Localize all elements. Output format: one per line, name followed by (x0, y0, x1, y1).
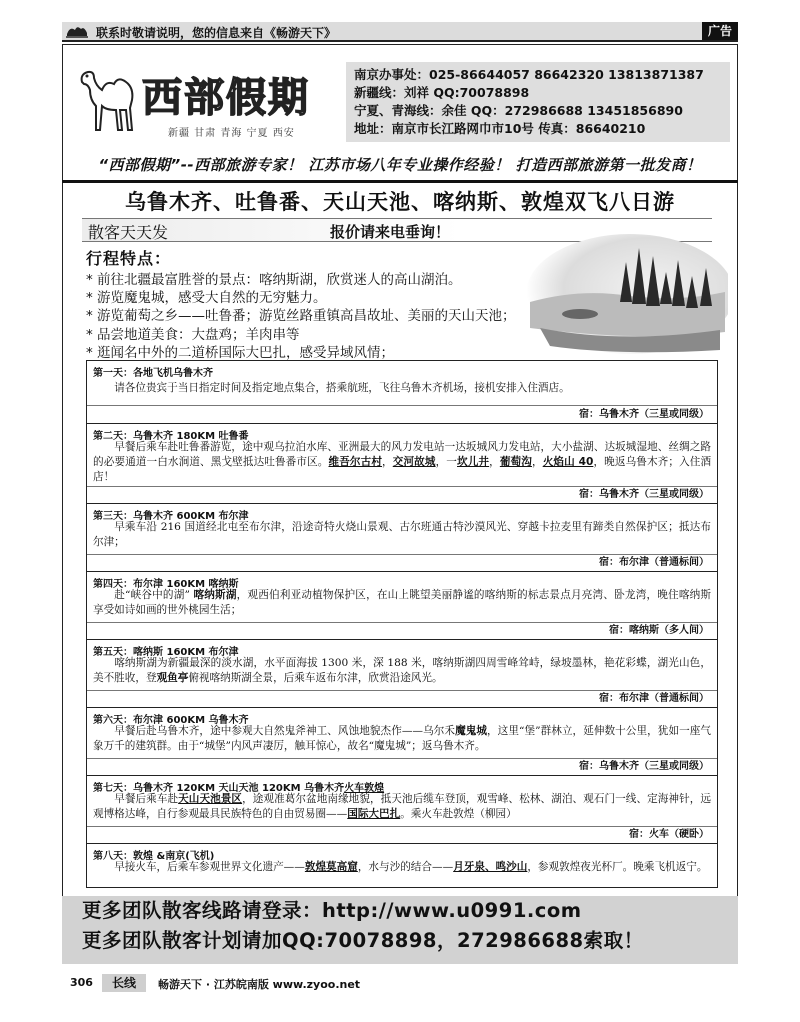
day-3 (87, 503, 717, 571)
day-heading: 第二天：乌鲁木齐 180KM 吐鲁番 (93, 431, 249, 442)
separator: ， (382, 456, 393, 468)
description-text: ，途观准葛尔盆地南缘地貌，抵天池后缆车登顶，观雪峰、松林、湖泊、观石门一线、定海神针，远观博格达峰，自行参观最具民族特色的自由贸易圈—— (93, 793, 712, 820)
description-text: ，水与沙的结合—— (357, 861, 454, 873)
separator: ， (489, 456, 500, 468)
publication-info: 畅游天下 · 江苏皖南版 www.zyoo.net (158, 978, 361, 991)
promo-qq: 更多团队散客计划请加QQ:70078898，272986688索取！ (82, 929, 644, 952)
source-notice: 联系时敬请说明，您的信息来自《畅游天下》 (96, 26, 337, 40)
top-bar (62, 22, 738, 42)
highlight-karez: 坎儿井 (457, 456, 490, 468)
day-heading: 第八天：敦煌 &南京(飞机) (93, 851, 215, 862)
feature-item: * 游览葡萄之乡——吐鲁番；游览丝路重镇高昌故址、美丽的天山天池； (86, 308, 516, 325)
day-5 (87, 639, 717, 707)
day-accommodation: 宿：乌鲁木齐（三星或同级） (579, 489, 709, 500)
contact-line-address: 地址：南京市长江路网巾市10号 传真：86640210 (354, 121, 646, 136)
day-description (87, 792, 717, 822)
landscape-photo (520, 232, 728, 356)
separator: ，一 (435, 456, 457, 468)
contact-line-ningxia: 宁夏、青海线：余佳 QQ：272986688 13451856890 (354, 103, 683, 118)
description-text: 喀纳斯湖为新疆最深的淡水湖，水平面海拔 1300 米，深 188 米，喀纳斯湖四周雪峰耸峙，绿坡墨林，艳花彩蝶，湖光山色，美不胜收，登 (93, 657, 711, 684)
day-accommodation: 宿：乌鲁木齐（三星或同级） (579, 761, 709, 772)
day-accommodation: 宿：布尔津（普通标间） (599, 693, 709, 704)
features-title: 行程特点： (86, 249, 172, 268)
features-section (86, 246, 546, 362)
day-2 (87, 423, 717, 503)
day-description (87, 724, 717, 754)
tour-title: 乌鲁木齐、吐鲁番、天山天池、喀纳斯、敦煌双飞八日游 (125, 190, 675, 214)
section-badge: 长线 (102, 974, 146, 992)
feature-item: * 品尝地道美食：大盘鸡；羊肉串等 (86, 326, 300, 343)
day-heading: 第五天：喀纳斯 160KM 布尔津 (93, 647, 239, 658)
highlight-tianchi: 天山天池景区 (178, 793, 243, 805)
day-heading-highlight: 火车敦煌 (344, 783, 385, 794)
highlight-crescent-lake: 月牙泉、鸣沙山 (453, 861, 528, 873)
description-text: ，晚返乌鲁木齐；入住酒店！ (93, 456, 712, 483)
contact-line-xinjiang: 新疆线：刘祥 QQ:70078898 (354, 85, 530, 100)
day-accommodation: 宿：火车（硬卧） (629, 829, 709, 840)
itinerary-table (86, 360, 718, 888)
day-heading (87, 776, 717, 792)
day-4 (87, 571, 717, 639)
description-text: ，这里“堡”群林立，延伸数十公里，犹如一座气象万千的建筑群。由于“城堡”内风声凄厉，触耳惊心，故名“魔鬼城”；返乌鲁木齐。 (93, 725, 712, 752)
highlight-mogao-caves: 敦煌莫高窟 (304, 861, 358, 873)
magazine-logo-icon (64, 23, 90, 39)
page-footer (62, 974, 738, 994)
day-description (87, 588, 717, 618)
highlight-uyghur-village: 维吾尔古村 (328, 456, 383, 468)
feature-item: * 前往北疆最富胜誉的景点：喀纳斯湖，欣赏迷人的高山湖泊。 (86, 272, 462, 288)
day-8 (87, 843, 717, 888)
feature-item: * 游览魔鬼城，感受大自然的无穷魅力。 (86, 290, 327, 307)
day-accommodation: 宿：乌鲁木齐（三星或同级） (579, 409, 709, 420)
highlight-grand-bazaar: 国际大巴扎 (347, 808, 401, 820)
highlight-flaming-mountains: 火焰山 40 (542, 456, 594, 468)
promo-website[interactable]: 更多团队散客线路请登录：http://www.u0991.com (82, 899, 582, 922)
day-1 (87, 361, 717, 423)
description-text: 早餐后赴乌鲁木齐，途中参观大自然鬼斧神工、风蚀地貌杰作——乌尔禾 (114, 725, 456, 737)
description-text: 早接火车，后乘车参观世界文化遗产—— (114, 861, 305, 873)
brand-name: 西部假期 (142, 74, 310, 121)
description-text: ，参观敦煌夜光杯厂。晚乘飞机返宁。 (527, 861, 708, 873)
header (70, 50, 730, 150)
day-accommodation: 宿：布尔津（普通标间） (599, 557, 709, 568)
divider (62, 180, 738, 183)
feature-item: * 逛闻名中外的二道桥国际大巴扎，感受异域风情； (86, 344, 395, 361)
day-heading: 第一天：各地飞机乌鲁木齐 (93, 368, 213, 379)
highlight-jiaohe-ruins: 交河故城 (392, 456, 436, 468)
highlight-fish-pavilion: 观鱼亭 (156, 672, 189, 684)
description-text: 早餐后乘车赴 (114, 793, 179, 805)
day-description (87, 860, 717, 875)
separator: ， (531, 456, 543, 468)
day-accommodation: 宿：喀纳斯（多人间） (609, 625, 709, 636)
contact-box (346, 62, 730, 142)
promo-banner (62, 896, 738, 964)
slogan: “西部假期”--西部旅游专家！ 江苏市场八年专业操作经验！ 打造西部旅游第一批发商！ (98, 156, 702, 174)
description-text: ，观西伯利亚动植物保护区，在山上眺望美丽静谧的喀纳斯的标志景点月亮湾、卧龙湾，晚住喀纳斯享受如诗如画的世外桃园生活； (93, 589, 712, 616)
description-text: 赴“峡谷中的湖” (114, 589, 194, 601)
highlight-kanas-lake: 喀纳斯湖 (193, 589, 237, 601)
contact-line-office: 南京办事处：025-86644057 86642320 13813871387 (354, 67, 704, 82)
page-number: 306 (70, 976, 93, 989)
departure-text: 散客天天发 (88, 223, 169, 242)
day-heading: 第三天：乌鲁木齐 600KM 布尔津 (93, 511, 249, 522)
stay-divider (87, 826, 717, 827)
day-heading: 第六天：布尔津 600KM 乌鲁木齐 (93, 715, 249, 726)
day-description: 早乘车沿 216 国道经北屯至布尔津，沿途奇特火烧山景观、古尔班通古特沙漠风光、穿越卡拉麦里有蹄类自然保护区；抵达布尔津； (93, 521, 711, 548)
description-text: 。乘火车赴敦煌（柳园） (400, 808, 517, 820)
ad-label: 广告 (702, 22, 738, 40)
brand-regions: 新疆 甘肃 青海 宁夏 西安 (168, 128, 295, 139)
brand-logo (70, 50, 340, 146)
highlight-grape-valley: 葡萄沟 (499, 456, 532, 468)
description-text: 俯视喀纳斯湖全景，后乘车返布尔津，欣赏沿途风光。 (188, 672, 443, 684)
price-inquiry-text: 报价请来电垂询！ (330, 223, 451, 241)
highlight-devil-city: 魔鬼城 (455, 725, 488, 737)
day-7 (87, 775, 717, 843)
day-description (87, 656, 717, 686)
description-text: 早餐后乘车赴吐鲁番游览，途中观乌拉泊水库、亚洲最大的风力发电站一达坂城风力发电站，大小盐湖、达坂城湿地、丝绸之路的必要通道一白水涧道、黑戈壁抵达吐鲁番市区。 (93, 441, 711, 468)
day-description: 请各位贵宾于当日指定时间及指定地点集合，搭乘航班，飞往乌鲁木齐机场，接机安排入住酒店。 (114, 382, 570, 394)
day-heading: 第四天：布尔津 160KM 喀纳斯 (93, 579, 239, 590)
day-description (87, 440, 717, 485)
day-heading-text: 第七天：乌鲁木齐 120KM 天山天池 120KM 乌鲁木齐 (93, 783, 345, 794)
day-6 (87, 707, 717, 775)
